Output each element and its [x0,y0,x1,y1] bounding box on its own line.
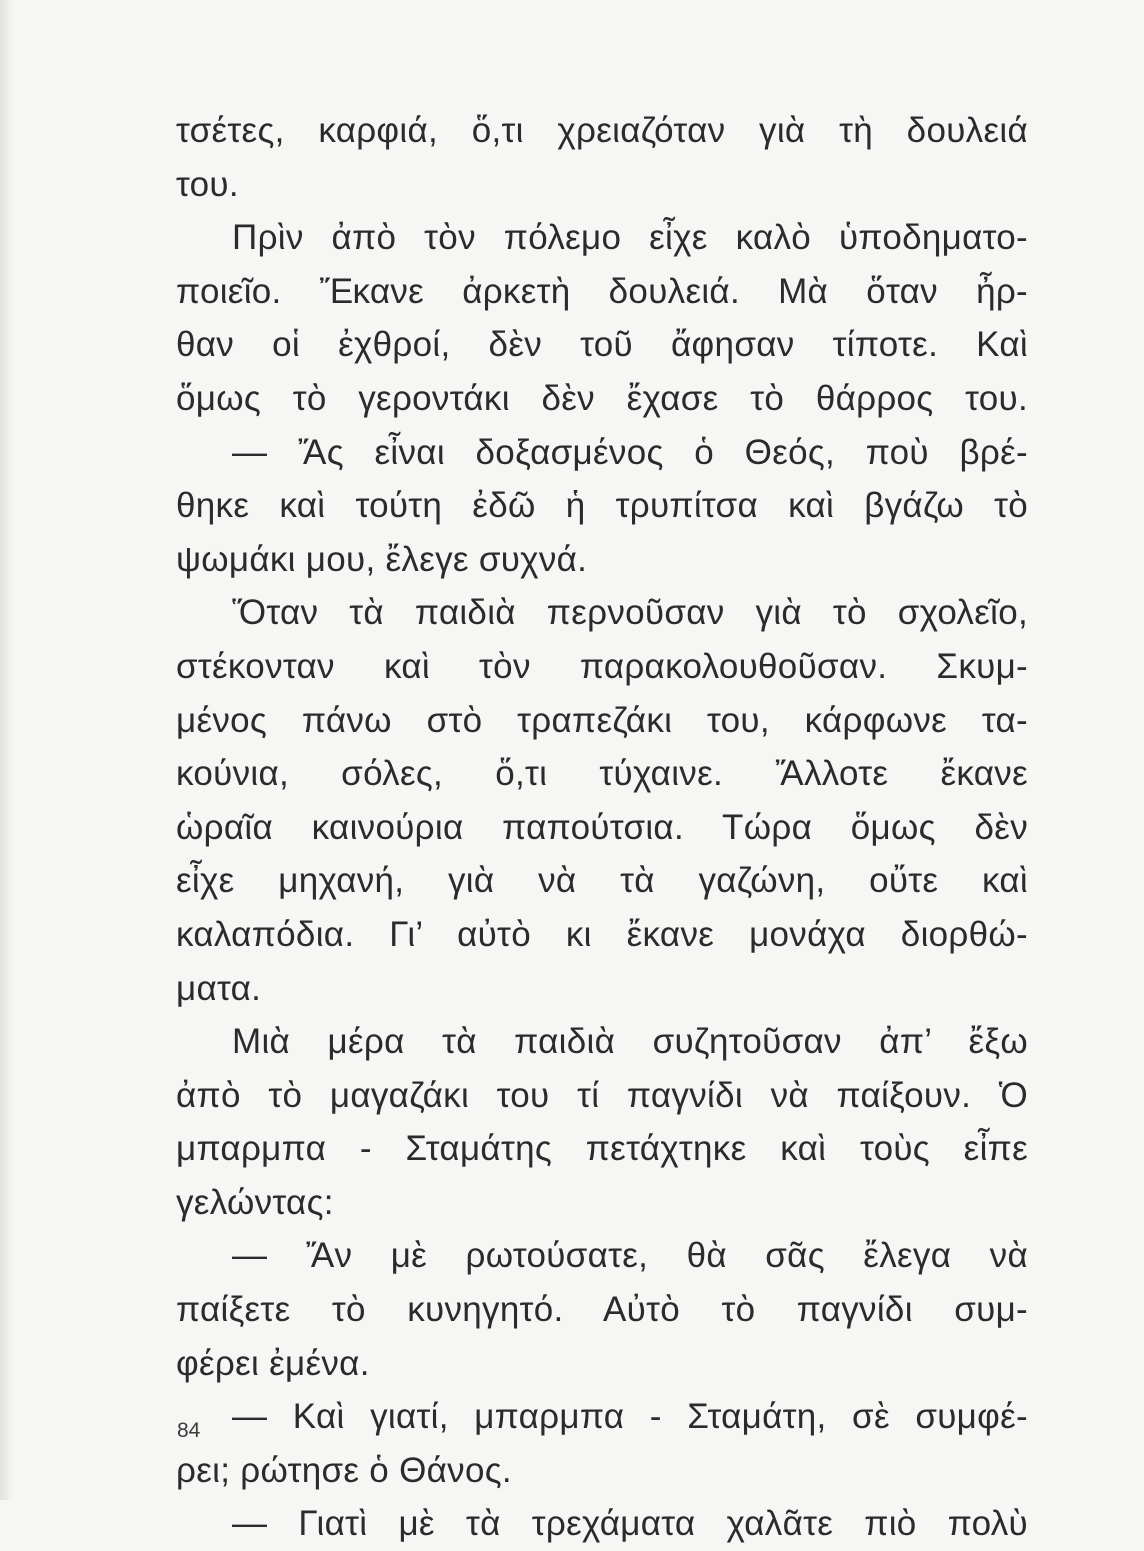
text-line: ψωμάκι μου, ἔλεγε συχνά. [176,539,588,579]
text-line: Μιὰ μέρα τὰ παιδιὰ συζητοῦσαν ἀπ’ ἔξω [232,1022,1028,1062]
page-edge [0,0,14,1500]
text-line: κούνια, σόλες, ὅ,τι τύχαινε. Ἄλλοτε ἔκανε [176,754,1028,794]
text-line: θαν οἱ ἐχθροί, δὲν τοῦ ἄφησαν τίποτε. Καὶ [176,325,1028,365]
text-line: ὅμως τὸ γεροντάκι δὲν ἔχασε τὸ θάρρος του. [176,378,1028,418]
text-line: μένος πάνω στὸ τραπεζάκι του, κάρφωνε τα- [176,700,1028,740]
text-line: φέρει ἐμένα. [176,1343,370,1383]
page-number: 84 [177,1419,201,1442]
text-line: παίξετε τὸ κυνηγητό. Αὐτὸ τὸ παγνίδι συμ- [176,1290,1028,1330]
text-line: — Ἄν μὲ ρωτούσατε, θὰ σᾶς ἔλεγα νὰ [232,1236,1028,1276]
text-block [176,104,1028,1551]
text-line: μπαρμπα - Σταμάτης πετάχτηκε καὶ τοὺς εἶπε [176,1129,1028,1169]
text-line: ὡραῖα καινούρια παπούτσια. Τώρα ὅμως δὲν [176,807,1028,847]
text-line: ρει; ρώτησε ὁ Θάνος. [176,1450,512,1490]
text-line: Ὅταν τὰ παιδιὰ περνοῦσαν γιὰ τὸ σχολεῖο, [232,593,1028,633]
text-line: καλαπόδια. Γι’ αὐτὸ κι ἔκανε μονάχα διορθώ- [176,914,1028,954]
text-line: τσέτες, καρφιά, ὅ,τι χρειαζόταν γιὰ τὴ δουλειά [176,111,1028,150]
text-line: Πρὶν ἀπὸ τὸν πόλεμο εἶχε καλὸ ὑποδηματο- [232,218,1028,258]
text-line: στέκονταν καὶ τὸν παρακολουθοῦσαν. Σκυμ- [176,646,1028,686]
text-line: του. [176,164,239,204]
text-line: ποιεῖο. Ἔκανε ἀρκετὴ δουλειά. Μὰ ὅταν ἦρ- [176,271,1028,311]
text-line: γελώντας: [176,1182,334,1222]
text-line: ἀπὸ τὸ μαγαζάκι του τί παγνίδι νὰ παίξουν. Ὁ [176,1075,1028,1115]
text-line: θηκε καὶ τούτη ἐδῶ ἡ τρυπίτσα καὶ βγάζω τὸ [176,486,1028,526]
text-line: — Γιατὶ μὲ τὰ τρεχάματα χαλᾶτε πιὸ πολὺ [232,1504,1028,1544]
text-line: — Ἄς εἶναι δοξασμένος ὁ Θεός, ποὺ βρέ- [232,432,1028,472]
text-line: εἶχε μηχανή, γιὰ νὰ τὰ γαζώνη, οὔτε καὶ [176,861,1028,901]
text-line: — Καὶ γιατί, μπαρμπα - Σταμάτη, σὲ συμφέ- [232,1397,1028,1437]
text-line: ματα. [176,968,262,1008]
